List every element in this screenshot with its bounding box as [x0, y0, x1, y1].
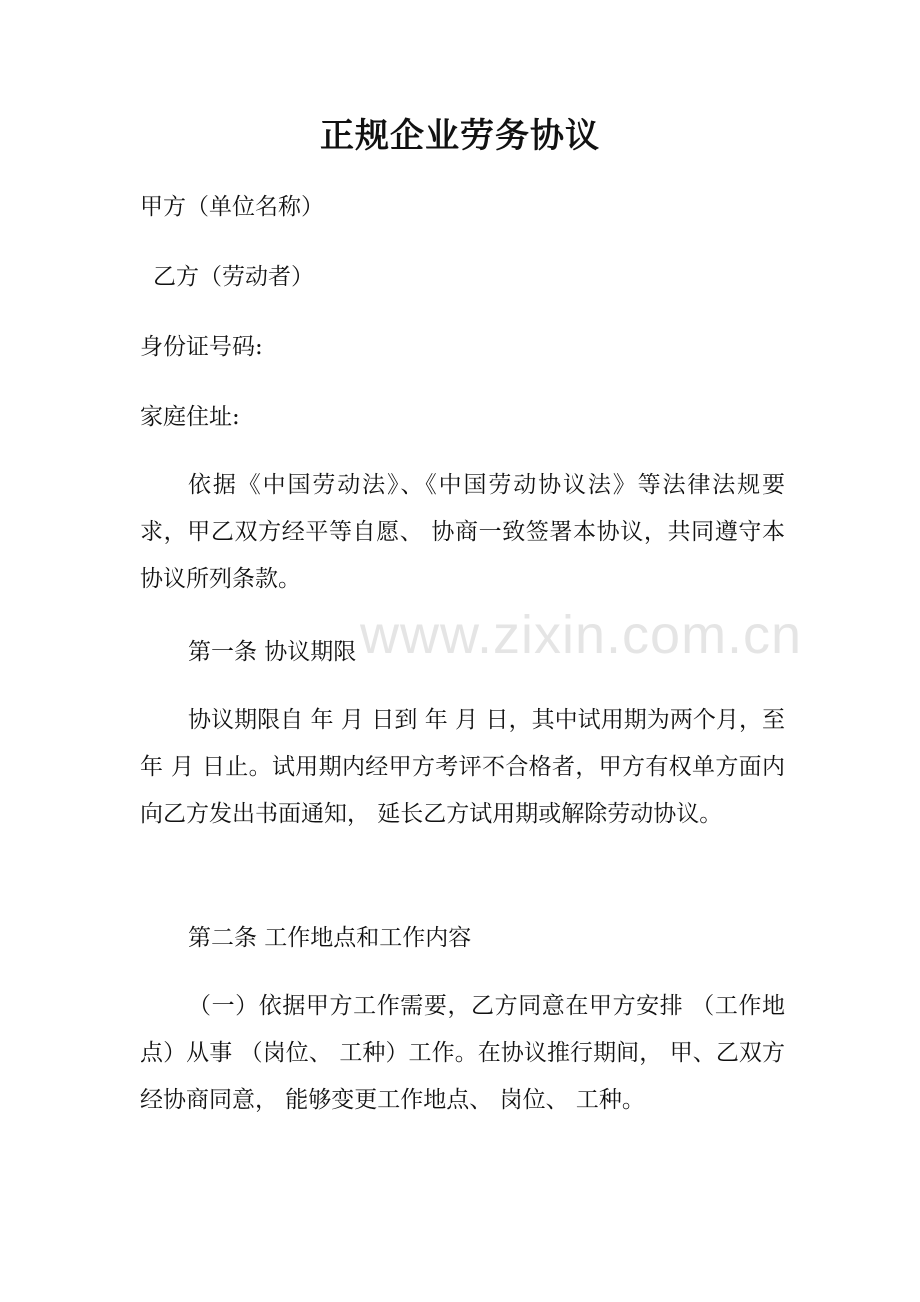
intro-paragraph: 依据《中国劳动法》、《中国劳动协议法》等法律法规要求，甲乙双方经平等自愿、 协商一致签署本协议，共同遵守本协议所列条款。	[140, 472, 785, 592]
id-number-label: 身份证号码:	[140, 334, 263, 360]
article1-heading: 第一条 协议期限	[188, 639, 357, 665]
party-a-label: 甲方（单位名称）	[140, 194, 324, 220]
article2-clause1: （一）依据甲方工作需要，乙方同意在甲方安排 （工作地点）从事 （岗位、 工种）工作。在协议推行期间， 甲、乙双方经协商同意， 能够变更工作地点、 岗位、 工种。	[140, 993, 785, 1113]
document-title: 正规企业劳务协议	[320, 116, 600, 156]
address-label: 家庭住址:	[140, 404, 240, 430]
article1-body: 协议期限自 年 月 日到 年 月 日，其中试用期为两个月，至 年 月 日止。试用期内经甲方考评不合格者，甲方有权单方面内向乙方发出书面通知， 延长乙方试用期或解除劳动协议。	[140, 707, 785, 827]
watermark: www.zixin.com.cn	[360, 605, 803, 665]
party-b-label: 乙方（劳动者）	[153, 264, 314, 290]
article2-heading: 第二条 工作地点和工作内容	[188, 925, 472, 951]
